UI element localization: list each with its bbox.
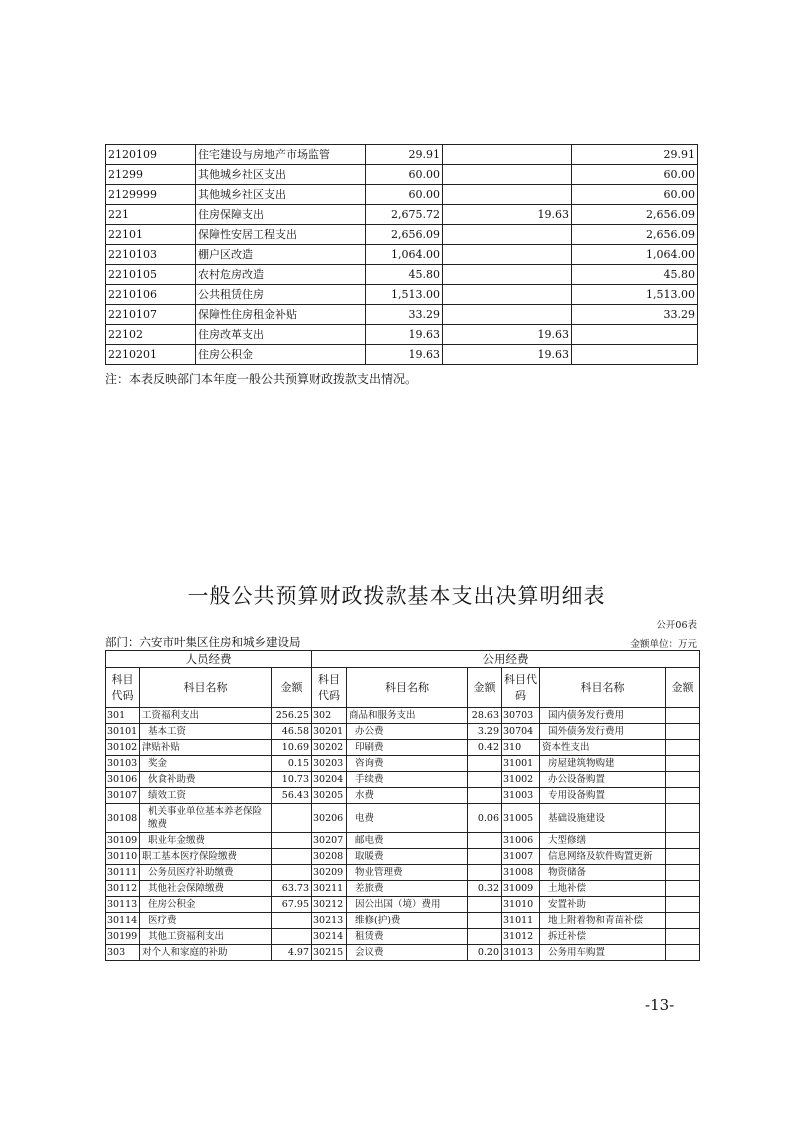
subject-code-cell: 2120109 (106, 145, 196, 165)
public-code-cell: 30204 (312, 772, 347, 788)
personnel-name-cell: 奖金 (140, 756, 272, 772)
personnel-amount-cell (272, 849, 312, 865)
public-amount-cell (468, 929, 502, 945)
personnel-code-cell: 30110 (106, 849, 140, 865)
table-row (106, 724, 700, 740)
table-row (106, 865, 700, 881)
project-amount-cell: 2,656.09 (572, 205, 698, 225)
subject-name-cell: 住房改革支出 (196, 325, 366, 345)
personnel-name-cell: 其他工资福利支出 (140, 929, 272, 945)
basic-amount-cell (443, 165, 572, 185)
personnel-amount-cell (272, 865, 312, 881)
public-name-cell: 办公设备购置 (540, 772, 666, 788)
table-row (106, 245, 698, 265)
basic-amount-cell (443, 285, 572, 305)
col-code-header: 科目代码 (106, 668, 140, 708)
table-row (106, 740, 700, 756)
personnel-amount-cell: 10.69 (272, 740, 312, 756)
public-name-cell: 手续费 (347, 772, 468, 788)
subject-name-cell: 棚户区改造 (196, 245, 366, 265)
public-amount-cell: 0.06 (468, 804, 502, 833)
expenditure-table-body (106, 145, 698, 365)
basic-amount-cell: 19.63 (443, 205, 572, 225)
public-code-cell: 30704 (502, 724, 540, 740)
table-row (106, 145, 698, 165)
total-amount-cell: 45.80 (366, 265, 443, 285)
public-code-cell: 30214 (312, 929, 347, 945)
personnel-amount-cell: 46.58 (272, 724, 312, 740)
public-name-cell: 资本性支出 (540, 740, 666, 756)
public-name-cell: 商品和服务支出 (347, 708, 468, 724)
subject-name-cell: 保障性安居工程支出 (196, 225, 366, 245)
public-expenses-header: 公用经费 (312, 651, 700, 668)
public-code-cell: 31006 (502, 833, 540, 849)
col-code-header: 科目代码 (502, 668, 540, 708)
personnel-amount-cell: 0.15 (272, 756, 312, 772)
public-amount-cell (666, 881, 700, 897)
col-name-header: 科目名称 (540, 668, 666, 708)
public-code-cell: 31010 (502, 897, 540, 913)
total-amount-cell: 29.91 (366, 145, 443, 165)
public-amount-cell (666, 849, 700, 865)
public-amount-cell (666, 929, 700, 945)
basic-amount-cell (443, 245, 572, 265)
public-amount-cell (468, 913, 502, 929)
personnel-code-cell: 301 (106, 708, 140, 724)
subject-code-cell: 2210106 (106, 285, 196, 305)
table-row (106, 285, 698, 305)
subject-code-cell: 2210105 (106, 265, 196, 285)
total-amount-cell: 2,656.09 (366, 225, 443, 245)
personnel-amount-cell: 10.73 (272, 772, 312, 788)
public-code-cell: 30206 (312, 804, 347, 833)
public-name-cell: 地上附着物和青苗补偿 (540, 913, 666, 929)
public-name-cell: 国外债务发行费用 (540, 724, 666, 740)
col-amount-header: 金额 (468, 668, 502, 708)
public-code-cell: 31001 (502, 756, 540, 772)
personnel-name-cell: 机关事业单位基本养老保险缴费 (140, 804, 272, 833)
table-row (106, 897, 700, 913)
public-name-cell: 安置补助 (540, 897, 666, 913)
total-amount-cell: 2,675.72 (366, 205, 443, 225)
public-amount-cell (666, 788, 700, 804)
public-name-cell: 租赁费 (347, 929, 468, 945)
column-header-row (106, 668, 700, 708)
public-code-cell: 30213 (312, 913, 347, 929)
project-amount-cell: 60.00 (572, 165, 698, 185)
page-title: 一般公共预算财政拨款基本支出决算明细表 (187, 584, 606, 608)
public-name-cell: 咨询费 (347, 756, 468, 772)
personnel-code-cell: 30102 (106, 740, 140, 756)
public-code-cell: 310 (502, 740, 540, 756)
table-row (106, 345, 698, 365)
basic-amount-cell (443, 265, 572, 285)
basic-amount-cell (443, 225, 572, 245)
public-code-cell: 31005 (502, 804, 540, 833)
public-name-cell: 印刷费 (347, 740, 468, 756)
col-amount-header: 金额 (272, 668, 312, 708)
table-row (106, 305, 698, 325)
public-name-cell: 维修(护)费 (347, 913, 468, 929)
basic-expenditure-detail-table (105, 650, 700, 961)
public-code-cell: 31007 (502, 849, 540, 865)
basic-amount-cell (443, 185, 572, 205)
public-amount-cell (666, 708, 700, 724)
subject-name-cell: 住房保障支出 (196, 205, 366, 225)
public-amount-cell: 28.63 (468, 708, 502, 724)
form-number: 公开06表 (656, 620, 697, 631)
public-name-cell: 大型修缮 (540, 833, 666, 849)
personnel-amount-cell: 63.73 (272, 881, 312, 897)
public-amount-cell (666, 724, 700, 740)
public-name-cell: 拆迁补偿 (540, 929, 666, 945)
public-name-cell: 会议费 (347, 945, 468, 961)
total-amount-cell: 19.63 (366, 345, 443, 365)
public-code-cell: 30201 (312, 724, 347, 740)
personnel-code-cell: 30114 (106, 913, 140, 929)
total-amount-cell: 60.00 (366, 165, 443, 185)
basic-amount-cell (443, 145, 572, 165)
public-code-cell: 30203 (312, 756, 347, 772)
personnel-code-cell: 30108 (106, 804, 140, 833)
table-row (106, 265, 698, 285)
public-name-cell: 土地补偿 (540, 881, 666, 897)
subject-code-cell: 2210107 (106, 305, 196, 325)
public-name-cell: 信息网络及软件购置更新 (540, 849, 666, 865)
personnel-amount-cell (272, 833, 312, 849)
public-amount-cell (666, 772, 700, 788)
amount-unit-label: 金额单位：万元 (630, 639, 697, 650)
table-row (106, 849, 700, 865)
public-amount-cell (468, 756, 502, 772)
page-number: -13- (645, 996, 675, 1014)
personnel-code-cell: 30111 (106, 865, 140, 881)
subject-code-cell: 22102 (106, 325, 196, 345)
public-code-cell: 30207 (312, 833, 347, 849)
subject-name-cell: 其他城乡社区支出 (196, 185, 366, 205)
public-name-cell: 水费 (347, 788, 468, 804)
public-name-cell: 取暖费 (347, 849, 468, 865)
public-code-cell: 30212 (312, 897, 347, 913)
public-amount-cell: 3.29 (468, 724, 502, 740)
table-row (106, 929, 700, 945)
public-name-cell: 房屋建筑物购建 (540, 756, 666, 772)
personnel-amount-cell (272, 913, 312, 929)
project-amount-cell: 33.29 (572, 305, 698, 325)
subject-name-cell: 公共租赁住房 (196, 285, 366, 305)
personnel-code-cell: 303 (106, 945, 140, 961)
table-row (106, 756, 700, 772)
total-amount-cell: 19.63 (366, 325, 443, 345)
public-code-cell: 31002 (502, 772, 540, 788)
public-code-cell: 31013 (502, 945, 540, 961)
public-name-cell: 物业管理费 (347, 865, 468, 881)
group-header-row (106, 651, 700, 668)
project-amount-cell (572, 325, 698, 345)
public-amount-cell (666, 897, 700, 913)
public-code-cell: 31011 (502, 913, 540, 929)
table-row (106, 788, 700, 804)
table-row (106, 325, 698, 345)
public-name-cell: 物资储备 (540, 865, 666, 881)
col-amount-header: 金额 (666, 668, 700, 708)
public-name-cell: 国内债务发行费用 (540, 708, 666, 724)
public-amount-cell (666, 865, 700, 881)
subject-name-cell: 农村危房改造 (196, 265, 366, 285)
detail-table-body (106, 651, 700, 961)
personnel-name-cell: 职工基本医疗保险缴费 (140, 849, 272, 865)
public-amount-cell (468, 849, 502, 865)
basic-amount-cell: 19.63 (443, 345, 572, 365)
table-row (106, 185, 698, 205)
table-row (106, 804, 700, 833)
public-name-cell: 差旅费 (347, 881, 468, 897)
basic-amount-cell: 19.63 (443, 325, 572, 345)
personnel-code-cell: 30113 (106, 897, 140, 913)
subject-code-cell: 221 (106, 205, 196, 225)
personnel-code-cell: 30103 (106, 756, 140, 772)
public-amount-cell (468, 772, 502, 788)
project-amount-cell: 29.91 (572, 145, 698, 165)
subject-code-cell: 2129999 (106, 185, 196, 205)
table-row (106, 945, 700, 961)
personnel-name-cell: 基本工资 (140, 724, 272, 740)
table-row (106, 833, 700, 849)
personnel-name-cell: 住房公积金 (140, 897, 272, 913)
table-row (106, 165, 698, 185)
total-amount-cell: 60.00 (366, 185, 443, 205)
public-name-cell: 公务用车购置 (540, 945, 666, 961)
personnel-amount-cell: 67.95 (272, 897, 312, 913)
personnel-name-cell: 津贴补贴 (140, 740, 272, 756)
personnel-amount-cell: 4.97 (272, 945, 312, 961)
table-row (106, 205, 698, 225)
public-amount-cell (468, 865, 502, 881)
public-name-cell: 基础设施建设 (540, 804, 666, 833)
personnel-name-cell: 职业年金缴费 (140, 833, 272, 849)
public-code-cell: 30209 (312, 865, 347, 881)
col-name-header: 科目名称 (140, 668, 272, 708)
personnel-code-cell: 30106 (106, 772, 140, 788)
total-amount-cell: 1,064.00 (366, 245, 443, 265)
personnel-name-cell: 其他社会保障缴费 (140, 881, 272, 897)
public-code-cell: 30215 (312, 945, 347, 961)
table-row (106, 881, 700, 897)
subject-name-cell: 住宅建设与房地产市场监管 (196, 145, 366, 165)
subject-name-cell: 其他城乡社区支出 (196, 165, 366, 185)
project-amount-cell: 1,513.00 (572, 285, 698, 305)
personnel-amount-cell: 256.25 (272, 708, 312, 724)
public-code-cell: 31009 (502, 881, 540, 897)
project-amount-cell (572, 345, 698, 365)
personnel-name-cell: 工资福利支出 (140, 708, 272, 724)
table-row (106, 225, 698, 245)
personnel-amount-cell (272, 929, 312, 945)
public-code-cell: 302 (312, 708, 347, 724)
personnel-code-cell: 30199 (106, 929, 140, 945)
personnel-name-cell: 医疗费 (140, 913, 272, 929)
expenditure-table (105, 144, 698, 365)
public-amount-cell: 0.42 (468, 740, 502, 756)
public-amount-cell (666, 945, 700, 961)
col-code-header: 科目代码 (312, 668, 347, 708)
personnel-code-cell: 30107 (106, 788, 140, 804)
public-amount-cell (666, 756, 700, 772)
subject-code-cell: 21299 (106, 165, 196, 185)
public-code-cell: 30202 (312, 740, 347, 756)
col-name-header: 科目名称 (347, 668, 468, 708)
public-amount-cell (468, 833, 502, 849)
personnel-name-cell: 对个人和家庭的补助 (140, 945, 272, 961)
personnel-code-cell: 30101 (106, 724, 140, 740)
subject-code-cell: 22101 (106, 225, 196, 245)
total-amount-cell: 1,513.00 (366, 285, 443, 305)
personnel-amount-cell: 56.43 (272, 788, 312, 804)
subject-code-cell: 2210201 (106, 345, 196, 365)
public-amount-cell: 0.32 (468, 881, 502, 897)
subject-code-cell: 2210103 (106, 245, 196, 265)
table-row (106, 708, 700, 724)
subject-name-cell: 保障性住房租金补贴 (196, 305, 366, 325)
personnel-code-cell: 30109 (106, 833, 140, 849)
public-code-cell: 31008 (502, 865, 540, 881)
project-amount-cell: 2,656.09 (572, 225, 698, 245)
public-code-cell: 31012 (502, 929, 540, 945)
table-row (106, 913, 700, 929)
total-amount-cell: 33.29 (366, 305, 443, 325)
basic-amount-cell (443, 305, 572, 325)
public-code-cell: 30208 (312, 849, 347, 865)
public-amount-cell (666, 833, 700, 849)
public-amount-cell (666, 913, 700, 929)
subject-name-cell: 住房公积金 (196, 345, 366, 365)
public-amount-cell (666, 804, 700, 833)
personnel-name-cell: 绩效工资 (140, 788, 272, 804)
project-amount-cell: 1,064.00 (572, 245, 698, 265)
public-name-cell: 办公费 (347, 724, 468, 740)
personnel-name-cell: 伙食补助费 (140, 772, 272, 788)
public-code-cell: 30703 (502, 708, 540, 724)
project-amount-cell: 60.00 (572, 185, 698, 205)
public-amount-cell (666, 740, 700, 756)
project-amount-cell: 45.80 (572, 265, 698, 285)
table-note: 注：本表反映部门本年度一般公共预算财政拨款支出情况。 (105, 372, 418, 386)
public-name-cell: 因公出国（境）费用 (347, 897, 468, 913)
table-row (106, 772, 700, 788)
public-name-cell: 专用设备购置 (540, 788, 666, 804)
public-amount-cell (468, 788, 502, 804)
public-code-cell: 31003 (502, 788, 540, 804)
personnel-amount-cell (272, 804, 312, 833)
public-code-cell: 30211 (312, 881, 347, 897)
department-label: 部门：六安市叶集区住房和城乡建设局 (105, 635, 301, 649)
public-name-cell: 邮电费 (347, 833, 468, 849)
public-amount-cell (468, 897, 502, 913)
public-name-cell: 电费 (347, 804, 468, 833)
public-code-cell: 30205 (312, 788, 347, 804)
public-amount-cell: 0.20 (468, 945, 502, 961)
personnel-name-cell: 公务员医疗补助缴费 (140, 865, 272, 881)
personnel-expenses-header: 人员经费 (106, 651, 312, 668)
personnel-code-cell: 30112 (106, 881, 140, 897)
